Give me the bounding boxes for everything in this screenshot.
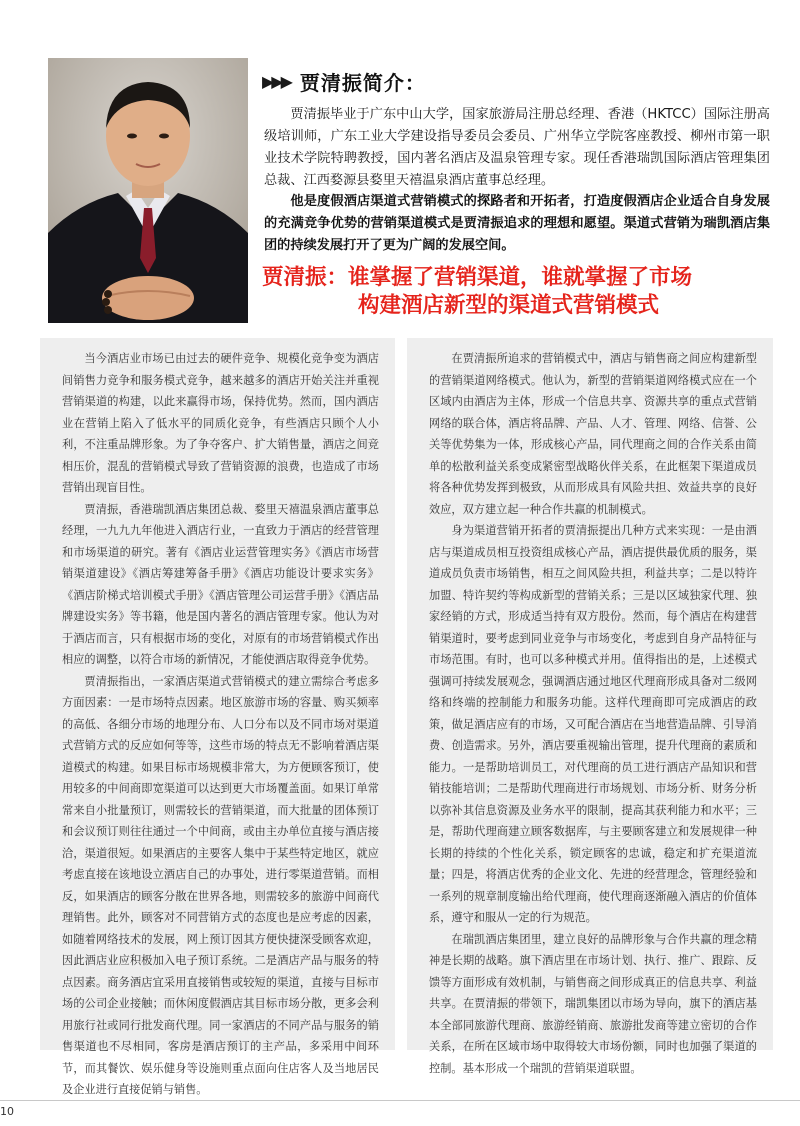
- article-column-right: [407, 338, 773, 1075]
- portrait-photo: [48, 58, 248, 323]
- paragraph: 贾清振指出，一家酒店渠道式营销模式的建立需综合考虑多方面因素：一是市场特点因素。地区旅游市场的容量、购买频率的高低、各细分市场的地理分布、人口分布以及不同市场对渠道式营销方式的反应如何等等，这些市场的特点无不影响着酒店渠道模式的构建。如果目标市场规模非常大，为方便顾客预订，使用较多的中间商即宽渠道可以达到更大市场覆盖面。如果订单常常来自小批量预订，则需较长的营销渠道，而大批量的团体预订和会议预订则往往通过一个中间商，或由主办单位直接与酒店接洽，渠道很短。如果酒店的主要客人集中于某些特定地区，就应考虑直接在该地设立酒店自己的办事处，进行零渠道营销。而相反，如果酒店的顾客分散在世界各地，则需较多的旅游中间商代理销售。此外，顾客对不同营销方式的态度也是应考虑的因素，如随着网络技术的发展，网上预订因其方便快捷深受顾客欢迎，因此酒店业应积极加入电子预订系统。二是酒店产品与服务的特点因素。商务酒店宜采用直接销售或较短的渠道，直接与目标市场的公司企业接触；而休闲度假酒店其目标市场分散，更多会利用旅行社或同行批发商代理。同一家酒店的不同产品与服务的销售渠道也不尽相同，客房是酒店预订的主产品，多采用中间环节，而其餐饮、娱乐健身等设施则重点面向住店客人及当地居民及企业进行直接促销与销售。: [62, 674, 379, 1096]
- footer-divider: [0, 1100, 800, 1101]
- paragraph: 贾清振，香港瑞凯酒店集团总裁、婺里天禧温泉酒店董事总经理，一九九九年他进入酒店行业，一直致力于酒店的经营管理和市场渠道的研究。著有《酒店业运营管理实务》《酒店市场营销渠道建设》《酒店筹建筹备手册》《酒店功能设计要求实务》《酒店阶梯式培训模式手册》《酒店管理公司运营手册》《酒店品牌建设实务》等书籍，他是国内著名的酒店管理专家。他认为对于酒店而言，只有根据市场的变化，对原有的市场营销模式作出相应的调整，以符合市场的新情况，才能使酒店取得竞争优势。: [62, 502, 379, 666]
- bio-paragraph: 贾清振毕业于广东中山大学，国家旅游局注册总经理、香港（HKTCC）国际注册高级培训师，广东工业大学建设指导委员会委员、广州华立学院客座教授、柳州市第一职业技术学院特聘教授，国内著名酒店及温泉管理专家。现任香港瑞凯国际酒店管理集团总裁、江西婺源县婺里天禧温泉酒店董事总经理。: [264, 107, 770, 188]
- paragraph: 在瑞凯酒店集团里，建立良好的品牌形象与合作共赢的理念精神是长期的战略。旗下酒店里在市场计划、执行、推广、跟踪、反馈等方面形成有效机制，与销售商之间形成真正的信息共享、利益共享。在贾清振的带领下，瑞凯集团以市场为导向，旗下的酒店基本全部同旅游代理商、旅游经销商、旅游批发商等建立密切的合作关系，在所在区域市场中取得较大市场份额，同时也加强了渠道的控制。基本形成一个瑞凯的营销渠道联盟。: [429, 932, 757, 1075]
- article-headline: [262, 264, 782, 320]
- bio-highlight: 他是度假酒店渠道式营销模式的探路者和开拓者，打造度假酒店企业适合自身发展的充满竞争优势的营销渠道模式是贾清振追求的理想和愿望。渠道式营销为瑞凯酒店集团的持续发展打开了更为广阔的发展空间。: [264, 194, 770, 253]
- bio-heading: 贾清振简介：: [299, 70, 426, 95]
- article-column-left: [40, 338, 395, 1096]
- bio-header: [262, 66, 426, 96]
- paragraph: 身为渠道营销开拓者的贾清振提出几种方式来实现：一是由酒店与渠道成员相互投资组成核心产品，酒店提供最优质的服务，渠道成员负责市场销售，相互之间风险共担，利益共享；二是以特许加盟、特许契约等构成新型的营销关系；三是以区域独家代理、独家经销的方式，形成适当持有双方股份。然而，每个酒店在构建营销渠道时，要考虑到同业竞争与市场变化，考虑到自身产品特征与市场范围。有时，也可以多种模式并用。值得指出的是，上述模式强调可持续发展观念，强调酒店通过地区代理商形成具备对二级网络和终端的控制能力和服务功能。这样代理商即可完成酒店的政策，做足酒店应有的市场，又可配合酒店在当地营造品牌、引导消费、创造需求。另外，酒店要重视输出管理，提升代理商的素质和能力。一是帮助培训员工，对代理商的员工进行酒店产品知识和营销技能培训；二是帮助代理商进行市场规划、市场分析、财务分析以弥补其信息资源及业务水平的限制，提高其获利能力和水平；三是，帮助代理商建立顾客数据库，与主要顾客建立和发展规律一种长期的持续的个性化关系，锁定顾客的忠诚，稳定和扩充渠道流量；四是，将酒店优秀的企业文化、先进的经营理念，管理经验和一系列的规章制度输出给代理商，使代理商逐渐融入酒店的价值体系，遵守和服从一定的行为规范。: [429, 524, 757, 924]
- paragraph: 在贾清振所追求的营销模式中，酒店与销售商之间应构建新型的营销渠道网络模式。他认为，新型的营销渠道网络模式应在一个区域内由酒店为主体，形成一个信息共享、资源共享的重点式营销网络的联合体，酒店将品牌、产品、人才、管理、网络、信誉、公关等优势集为一体，形成核心产品，同代理商之间的合作关系由简单的松散利益关系变成紧密型战略伙伴关系，在此框架下渠道成员将各种优势发挥到极致，从而形成具有风险共担、效益共享的良好效应，双方建立起一种合作共赢的机制模式。: [429, 352, 757, 516]
- headline-line-2: 构建酒店新型的渠道式营销模式: [358, 293, 660, 318]
- paragraph: 当今酒店业市场已由过去的硬件竞争、规模化竞争变为酒店间销售力竞争和服务模式竞争，越来越多的酒店开始关注并重视营销渠道的构建，以此来赢得市场，保持优势。然而，国内酒店业在营销上陷入了低水平的同质化竞争，有些酒店只顾个人小利，不注重品牌形象。为了争夺客户、扩大销售量，酒店之间竞相压价，混乱的营销模式导致了营销资源的浪费，也造成了市场营销出现盲目性。: [62, 352, 379, 494]
- triple-triangle-icon: ▶▶▶: [262, 71, 290, 91]
- page-number: 10: [0, 1105, 14, 1118]
- headline-line-1: 贾清振：谁掌握了营销渠道，谁就掌握了市场: [262, 265, 693, 290]
